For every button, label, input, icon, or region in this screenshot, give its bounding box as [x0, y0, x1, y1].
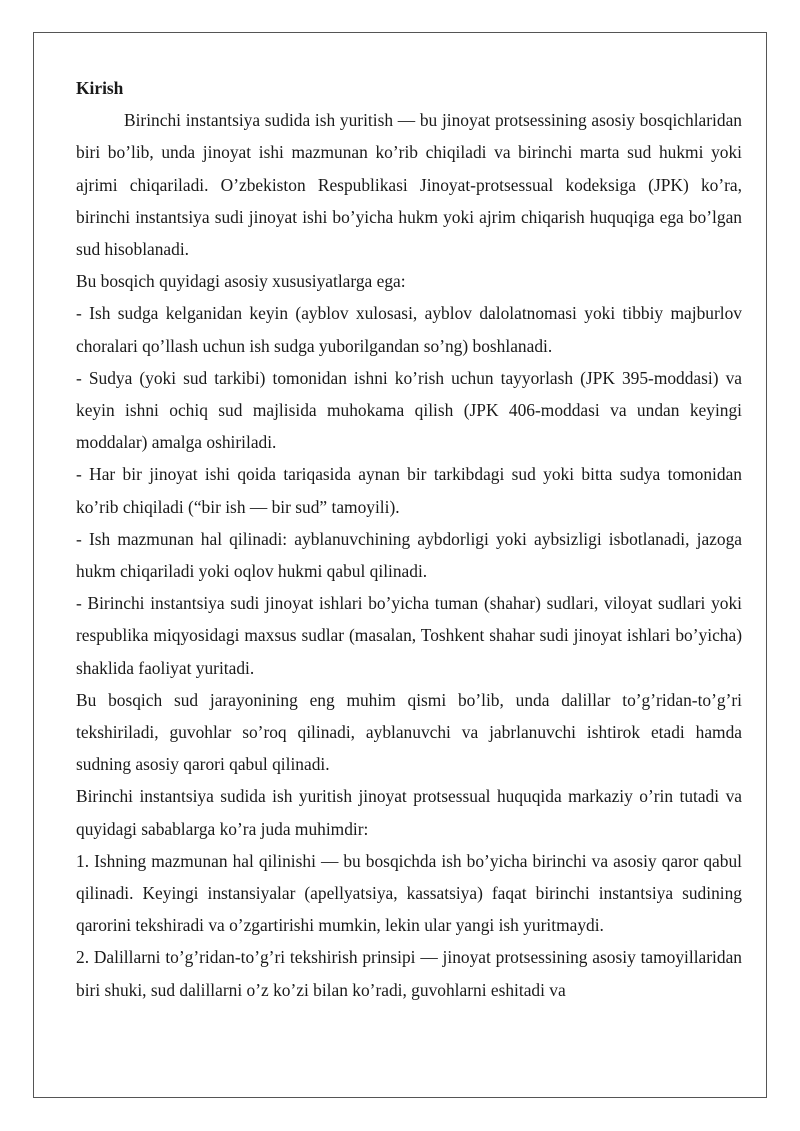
paragraph-bullet-3: - Har bir jinoyat ishi qoida tariqasida aynan bir tarkibdagi sud yoki bitta sudya tomonidan ko’rib chiqiladi (“bir ish — bir sud” tamoyili).	[76, 464, 742, 517]
document-body	[76, 72, 742, 1006]
paragraph-bullet-5: - Birinchi instantsiya sudi jinoyat ishlari bo’yicha tuman (shahar) sudlari, viloyat sudlari yoki respublika miqyosidagi maxsus sudlar (masalan, Toshkent shahar sudi jinoyat ishlari bo’yicha) shaklida faoliyat yuritadi.	[76, 593, 742, 678]
paragraph-reason-2: 2. Dalillarni to’g’ridan-to’g’ri tekshirish prinsipi — jinoyat protsessining asosiy tamoyillaridan biri shuki, sud dalillarni o’z ko’zi bilan ko’radi, guvohlarni eshitadi va	[76, 947, 742, 1000]
paragraph-features-lead: Bu bosqich quyidagi asosiy xususiyatlarga ega:	[76, 271, 406, 292]
section-heading: Kirish	[76, 78, 124, 98]
paragraph-bullet-2: - Sudya (yoki sud tarkibi) tomonidan ishni ko’rish uchun tayyorlash (JPK 395-moddasi) va keyin ishni ochiq sud majlisida muhokama qilish (JPK 406-moddasi va undan keyingi moddalar) amalga oshiriladi.	[76, 367, 742, 453]
paragraph-reason-1: 1. Ishning mazmunan hal qilinishi — bu bosqichda ish bo’yicha birinchi va asosiy qaror qabul qilinadi. Keyingi instansiyalar (apellyatsiya, kassatsiya) faqat birinchi instantsiya sudining qarorini tekshiradi va o’zgartirishi mumkin, lekin ular yangi ish yuritmaydi.	[76, 850, 742, 936]
paragraph-importance: Bu bosqich sud jarayonining eng muhim qismi bo’lib, unda dalillar to’g’ridan-to’g’ri tekshiriladi, guvohlar so’roq qilinadi, ayblanuvchi va jabrlanuvchi ishtirok etadi hamda sudning asosiy qarori qabul qilinadi.	[76, 689, 742, 775]
paragraph-bullet-1: - Ish sudga kelganidan keyin (ayblov xulosasi, ayblov dalolatnomasi yoki tibbiy majburlov choralari qo’llash uchun ish sudga yuborilgandan so’ng) boshlanadi.	[76, 303, 742, 356]
paragraph-intro: Birinchi instantsiya sudida ish yuritish — bu jinoyat protsessining asosiy bosqichlaridan biri bo’lib, unda jinoyat ishi mazmunan ko’rib chiqiladi va birinchi marta sud hukmi yoki ajrimi chiqariladi. O’zbekiston Respublikasi Jinoyat-protsessual kodeksiga (JPK) ko’ra, birinchi instantsiya sudi jinoyat ishi bo’yicha hukm yoki ajrim chiqarish huquqiga ega bo’lgan sud hisoblanadi.	[76, 110, 742, 260]
paragraph-bullet-4: - Ish mazmunan hal qilinadi: ayblanuvchining aybdorligi yoki aybsizligi isbotlanadi, jazoga hukm chiqariladi yoki oqlov hukmi qabul qilinadi.	[76, 528, 742, 582]
paragraph-reasons-lead: Birinchi instantsiya sudida ish yuritish jinoyat protsessual huquqida markaziy o’rin tutadi va quyidagi sabablarga ko’ra juda muhimdir:	[76, 786, 742, 839]
